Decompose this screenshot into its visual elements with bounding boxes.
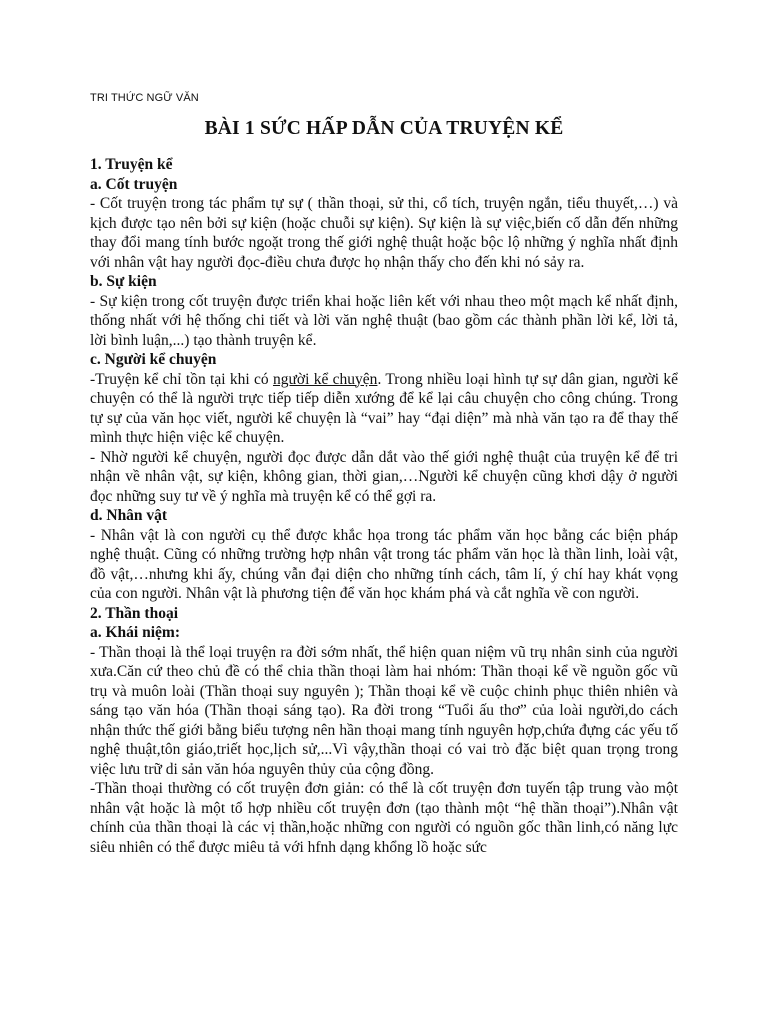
paragraph-khai-niem-2: -Thần thoại thường có cốt truyện đơn giản: có thể là cốt truyện đơn tuyến tập trung vào một nhân vật hoặc là một tổ hợp nhiều cốt truyện đơn (tạo thành một “hệ thần thoại”).Nhân vật chính của thần thoại là các vị thần,hoặc những con người có nguồn gốc thần linh,có năng lực siêu nhiên có thể được miêu tả với hfnh dạng khổng lồ hoặc sức (90, 780, 678, 856)
subheading-nhan-vat: d. Nhân vật (90, 507, 168, 524)
section-heading-truyen-ke: 1. Truyện kể (90, 156, 173, 173)
underlined-term: người kể chuyện (272, 370, 378, 388)
paragraph-su-kien: - Sự kiện trong cốt truyện được triển khai hoặc liên kết với nhau theo một mạch kể nhất định, thống nhất với hệ thống chi tiết và lời văn nghệ thuật (bao gồm các thành phần lời kể, lời tả, lời bình luận,...) tạo thành truyện kể. (90, 292, 678, 349)
subheading-khai-niem: a. Khái niệm: (90, 624, 180, 641)
paragraph-nguoi-ke-chuyen-1 (90, 370, 678, 448)
subheading-cot-truyen: a. Cốt truyện (90, 175, 178, 193)
document-header: TRI THỨC NGỮ VĂN (90, 92, 199, 104)
section-heading-than-thoai: 2. Thần thoại (90, 604, 179, 622)
paragraph-khai-niem-1: - Thần thoại là thể loại truyện ra đời sớm nhất, thể hiện quan niệm vũ trụ nhân sinh của người xưa.Căn cứ theo chủ đề có thể chia thần thoại làm hai nhóm: Thần thoại kể về nguồn gốc vũ trụ và muôn loài (Thần thoại suy nguyên ); Thần thoại kể về cuộc chinh phục thiên nhiên và sáng tạo văn hóa (Thần thoại sáng tạo). Ra đời trong “Tuổi ấu thơ” của loài người,do cách nhận thức thế giới bằng biểu tượng nên hần thoại mang tính nguyên hợp,chứa đựng các yếu tố nghệ thuật,tôn giáo,triết học,lịch sử,...Vì vậy,thần thoại có vai trò đặc biệt quan trọng trong việc lưu trữ di sản văn hóa nguyên thủy của cộng đồng. (90, 643, 678, 778)
paragraph-cot-truyen: - Cốt truyện trong tác phẩm tự sự ( thần thoại, sử thi, cổ tích, truyện ngắn, tiểu thuyết,…) và kịch được tạo nên bởi sự kiện (hoặc chuỗi sự kiện). Sự kiện là sự việc,biến cố dẫn đến những thay đổi mang tính bước ngoặt trong thế giới nghệ thuật hoặc bộc lộ những ý nghĩa nhất định với nhân vật hay người đọc-điều chưa được họ nhận thấy cho đến khi nó sảy ra. (90, 195, 678, 271)
paragraph-nguoi-ke-chuyen-2: - Nhờ người kể chuyện, người đọc được dẫn dắt vào thế giới nghệ thuật của truyện kể để tri nhận về nhân vật, sự kiện, không gian, thời gian,…Người kể chuyện cũng khơi dậy ở người đọc những suy tư về ý nghĩa mà truyện kể có thể gợi ra. (90, 448, 678, 505)
paragraph-nhan-vat: - Nhân vật là con người cụ thể được khắc họa trong tác phẩm văn học bằng các biện pháp nghệ thuật. Cũng có những trường hợp nhân vật trong tác phẩm văn học là thần linh, loài vật, đồ vật,…nhưng khi ấy, chúng vẫn đại diện cho những tính cách, tâm lí, ý chí hay khát vọng của con người. Nhân vật là phương tiện để văn học khám phá và cắt nghĩa về con người. (90, 526, 678, 602)
text-run: -Truyện kể chỉ tồn tại khi có (90, 370, 273, 388)
text-run: . Trong nhiều loại hình tự sự dân gian, người kể chuyện có thể là người trực tiếp tiếp diễn xướng để kể lại câu chuyện cho công chúng. Trong tự sự của văn học viết, người kể chuyện là “vai” hay “đại diện” mà nhà văn tạo ra để thay thế mình thực hiện việc kể chuyện. (90, 370, 678, 446)
subheading-nguoi-ke-chuyen: c. Người kể chuyện (90, 351, 217, 368)
subheading-su-kien: b. Sự kiện (90, 273, 157, 290)
document-title: BÀI 1 SỨC HẤP DẪN CỦA TRUYỆN KỂ (204, 118, 564, 139)
